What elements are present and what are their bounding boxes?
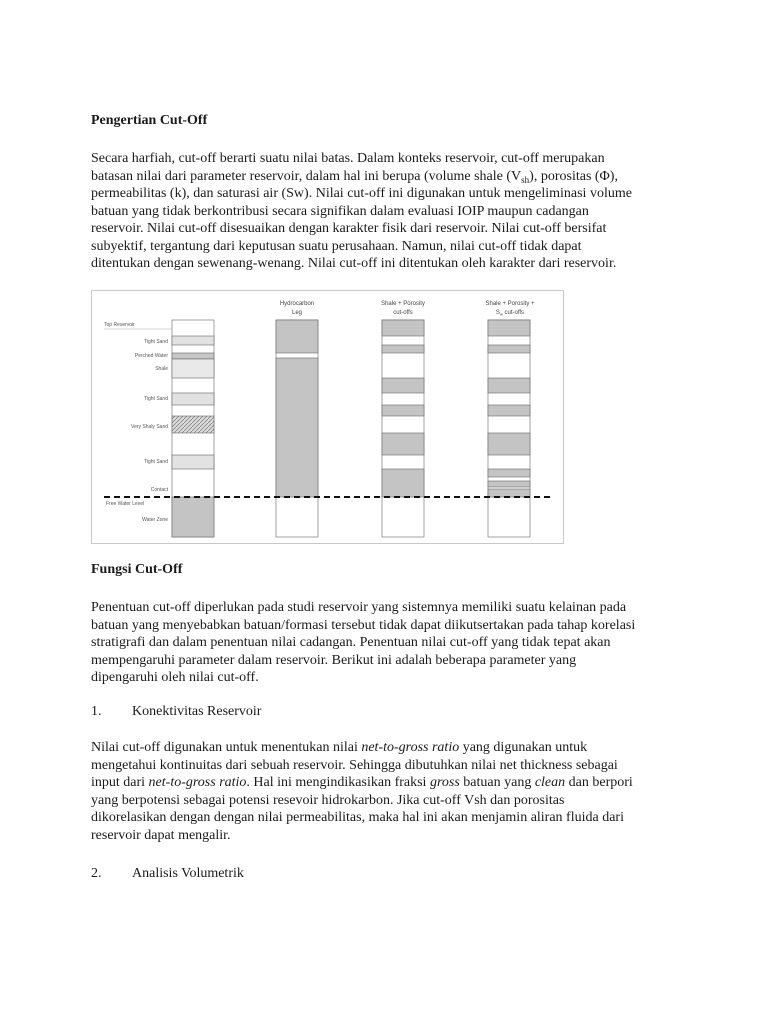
text-line: dikorelasikan dengan dengan nilai permeabilitas, maka hal ini akan menjamin aliran fluida dari	[91, 810, 624, 825]
emphasis-text: net-to-gross ratio	[361, 740, 460, 755]
emphasis-text: gross	[429, 775, 460, 790]
header-shale-porosity-sw-line2	[496, 310, 524, 317]
sps-net-3	[488, 378, 530, 393]
subscript: sh	[521, 174, 530, 185]
sps-net-1	[488, 320, 530, 336]
header-sw-cutoffs: cut-offs	[502, 310, 525, 316]
text-segment: batasan nilai dari parameter reservoir, dalam hal ini berupa (volume shale (V	[91, 168, 522, 184]
column-shale-porosity	[382, 320, 424, 537]
label-tight-sand-3: Tight Sand	[144, 459, 168, 465]
sps-net-4	[488, 405, 530, 416]
list-label: Konektivitas Reservoir	[132, 704, 262, 719]
section-title-fungsi: Fungsi Cut-Off	[91, 562, 183, 577]
text-line: stratigrafi dan dalam penentuan nilai cadangan. Penentuan nilai cut-off yang tidak tepat akan	[91, 635, 611, 650]
emphasis-text: clean	[534, 775, 566, 790]
paragraph-pengertian	[91, 150, 681, 273]
section-title-pengertian: Pengertian Cut-Off	[91, 113, 208, 128]
paragraph-fungsi	[91, 599, 681, 687]
text-line: Secara harfiah, cut-off berarti suatu nilai batas. Dalam konteks reservoir, cut-off merupakan	[91, 151, 605, 166]
text-line: mengetahui kontinuitas dari sebuah reservoir. Sehingga dibutuhkan nilai net thickness sebagai	[91, 757, 618, 773]
text-segment: ), porositas (Φ),	[529, 168, 618, 184]
sp-net-5	[382, 433, 424, 455]
header-shale-porosity-line2: cut-offs	[393, 310, 413, 316]
paragraph-konektivitas	[91, 739, 681, 844]
label-tight-sand-2: Tight Sand	[144, 396, 168, 402]
label-perched-water: Perched Water	[134, 353, 168, 359]
header-hydrocarbon-line2: Leg	[291, 310, 303, 316]
label-tight-sand-1: Tight Sand	[144, 339, 168, 345]
list-number: 2.	[91, 866, 102, 881]
text-segment: input dari	[91, 775, 149, 790]
header-shale-porosity-sw-line1: Shale + Porosity +	[485, 301, 535, 307]
text-segment: Nilai cut-off digunakan untuk menentukan nilai	[91, 740, 362, 755]
header-hydrocarbon-line1: Hydrocarbon	[279, 301, 315, 307]
label-shale: Shale	[155, 366, 168, 372]
label-free-water-level: Free Water Level	[106, 501, 145, 507]
text-line: ditentukan dengan sewenang-wenang. Nilai cut-off ini ditentukan oleh karakter dari reservoir.	[91, 256, 617, 271]
cutoff-figure	[91, 290, 564, 544]
text-line: Penentuan cut-off diperlukan pada studi reservoir yang sistemnya memiliki suatu kelainan pada	[91, 600, 627, 615]
text-line	[91, 739, 681, 757]
text-line: reservoir dapat mengalir.	[91, 827, 231, 843]
sps-net-2	[488, 345, 530, 353]
text-line: yang berpotensi sebagai potensi resevoir hidrokarbon. Jika cut-off Vsh dan porositas	[91, 792, 565, 808]
column-shale-porosity-sw	[488, 320, 530, 537]
litho-water-zone	[172, 497, 214, 537]
header-shale-porosity-line1: Shale + Porosity	[381, 301, 425, 307]
litho-perched-water	[172, 353, 214, 359]
text-line	[91, 168, 681, 186]
text-line: subyektif, tergantung dari keputusan suatu perusahaan. Namun, nilai cut-off tidak dapat	[91, 238, 582, 254]
text-line: reservoir. Nilai cut-off disesuaikan dengan karakter fisik dari reservoir. Nilai cut-off bersifat	[91, 221, 607, 236]
list-item-konektivitas	[91, 703, 261, 721]
sp-net-4	[382, 405, 424, 416]
header-sw-subscript: w	[499, 311, 503, 317]
litho-very-shaly-sand	[172, 416, 214, 433]
column-lithology	[172, 320, 214, 537]
text-line: dipengaruhi oleh nilai cut-off.	[91, 670, 259, 685]
sp-net-1	[382, 320, 424, 336]
text-segment: batuan yang	[459, 775, 535, 790]
cutoff-diagram	[92, 291, 563, 543]
sps-net-6a	[488, 469, 530, 477]
label-water-zone: Water Zone	[142, 517, 168, 523]
layer-labels	[104, 322, 169, 523]
sp-net-3	[382, 378, 424, 393]
list-number: 1.	[91, 704, 102, 719]
sp-net-6	[382, 469, 424, 497]
text-segment: yang digunakan untuk	[459, 740, 588, 755]
column-hydrocarbon-leg	[276, 320, 318, 537]
text-line: permeabilitas (k), dan saturasi air (Sw). Nilai cut-off ini digunakan untuk mengeliminasi volume	[91, 186, 632, 201]
emphasis-text: net-to-gross ratio	[148, 775, 247, 790]
text-line: mempengaruhi parameter dalam reservoir. Berikut ini adalah beberapa parameter yang	[91, 652, 577, 668]
text-line	[91, 774, 681, 792]
text-segment: dan berpori	[565, 775, 633, 790]
sp-net-2	[382, 345, 424, 353]
litho-tight-sand-1	[172, 336, 214, 345]
hc-lower-leg	[276, 358, 318, 497]
list-item-volumetrik	[91, 865, 244, 883]
label-top-reservoir: Top Reservoir	[104, 322, 135, 328]
hc-upper-leg	[276, 320, 318, 353]
list-label: Analisis Volumetrik	[132, 866, 244, 881]
litho-tight-sand-2	[172, 393, 214, 405]
header-sw-s: S	[495, 310, 500, 316]
sps-net-6c	[488, 489, 530, 497]
sps-net-5	[488, 433, 530, 455]
text-line: batuan yang tidak berkontribusi secara signifikan dalam evaluasi IOIP maupun cadangan	[91, 203, 589, 219]
litho-shale	[172, 359, 214, 378]
text-segment: . Hal ini mengindikasikan fraksi	[246, 775, 430, 790]
text-line: batuan yang menyebabkan batuan/formasi tersebut tidak dapat diikutsertakan pada tahap korelasi	[91, 617, 636, 633]
litho-tight-sand-3	[172, 455, 214, 469]
sps-net-6b	[488, 481, 530, 487]
label-very-shaly-sand: Very Shaly Sand	[131, 424, 168, 430]
label-contact: Contact	[150, 487, 168, 493]
